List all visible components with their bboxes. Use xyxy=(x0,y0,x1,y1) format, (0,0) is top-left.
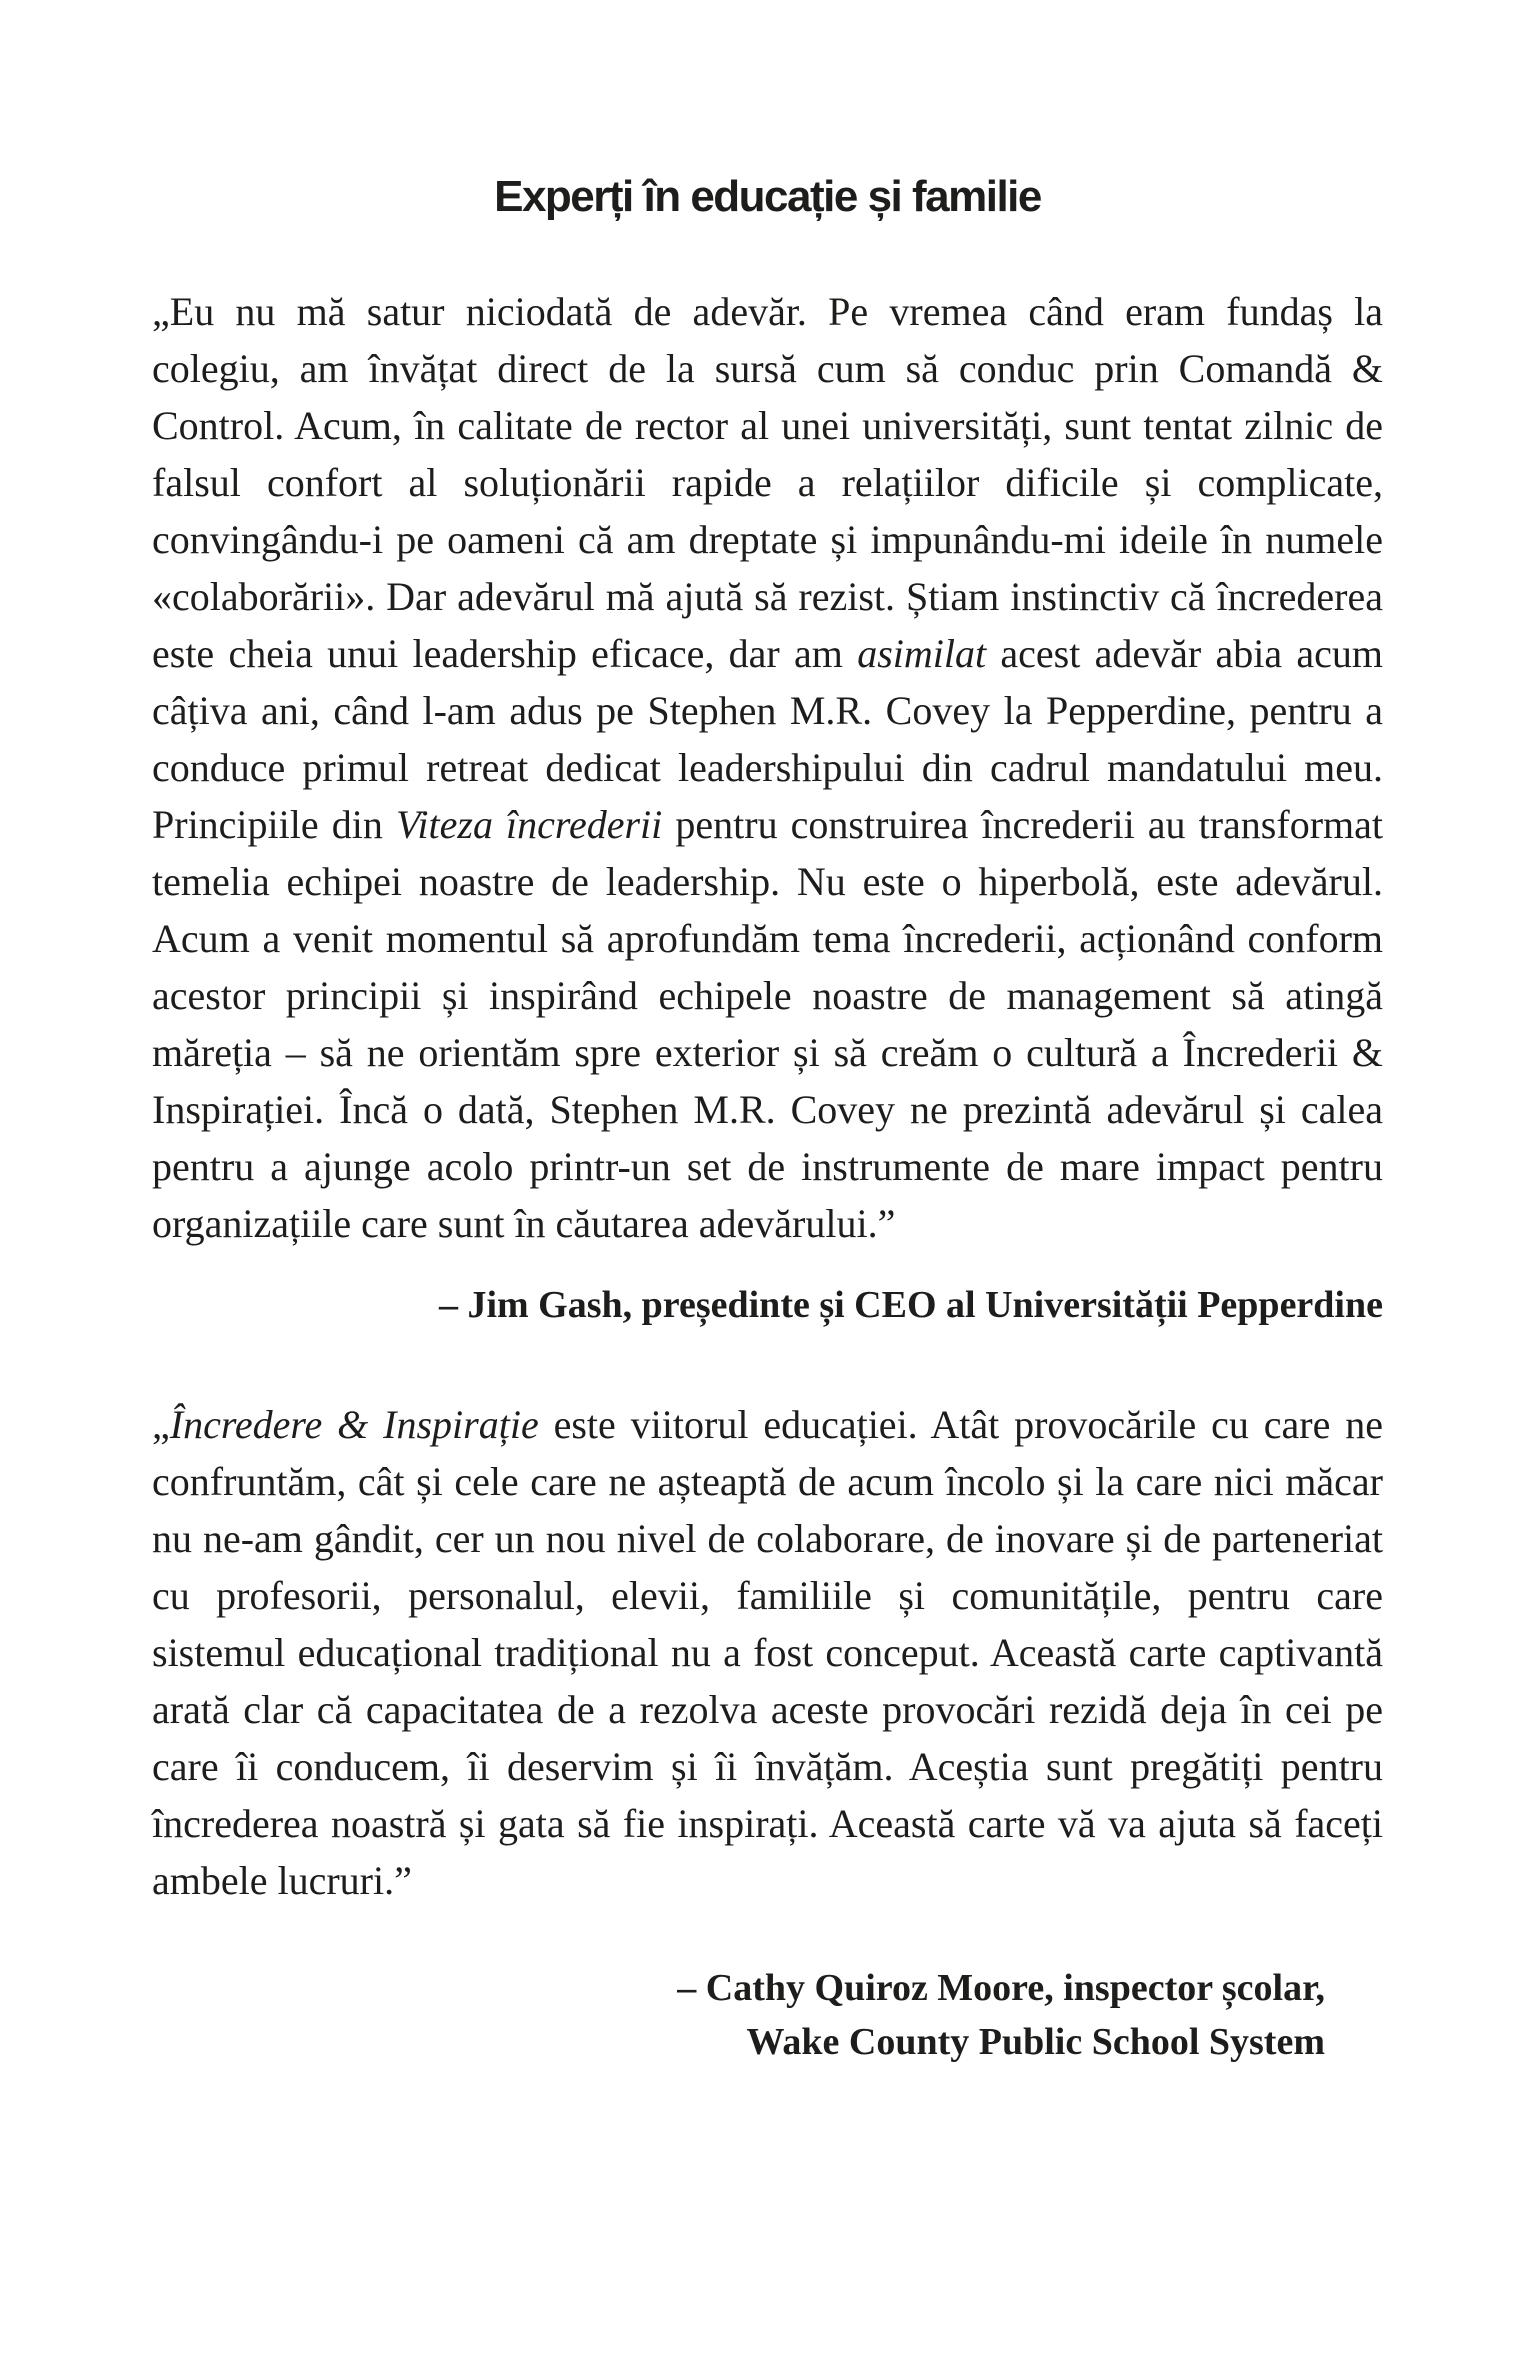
testimonial-1-text xyxy=(152,283,1383,1252)
testimonial-jim-gash xyxy=(152,283,1383,1332)
quote-run: este viitorul educației. Atât provocările cu care ne confruntăm, cât și cele care ne așteaptă de acum încolo și la care nici măcar nu ne-am gândit, cer un nou nivel de colaborare, de inovare și de parteneriat cu profesorii, personalul, elevii, familiile și comunitățile, pentru care sistemul educațional tradițional nu a fost conceput. Această carte captivantă arată clar că capacitatea de a rezolva aceste provocări rezidă deja în cei pe care îi conducem, îi deservim și îi învățăm. Aceștia sunt pregătiți pentru încrederea noastră și gata să fie inspirați. Această carte vă va ajuta să faceți ambele lucruri.” xyxy=(152,1401,1383,1903)
quote-run: „ xyxy=(152,1401,170,1447)
quote-run-italic: asimilat xyxy=(857,630,987,676)
page-title: Experți în educație și familie xyxy=(494,172,1041,221)
quote-run-italic-book-title: Viteza încrederii xyxy=(395,801,663,847)
attribution-org-line: Wake County Public School System xyxy=(746,2020,1325,2063)
quote-run: „Eu nu mă satur niciodată de adevăr. Pe vremea când eram fundaș la colegiu, am învățat direct de la sursă cum să conduc prin Comandă & Control. Acum, în calitate de rector al unei universități, sunt tentat zilnic de falsul confort al soluționării rapide a relațiilor dificile și complicate, convingându-i pe oameni că am dreptate și impunându-mi ideile în numele «colaborării». Dar adevărul mă ajută să rezist. Știam instinctiv că încrederea este cheia unui leadership eficace, dar am xyxy=(152,288,1383,676)
quote-run-italic-book-title: Încredere & Inspirație xyxy=(169,1401,539,1447)
quote-run: pentru construirea încrederii au transformat temelia echipei noastre de leadership. Nu este o hiperbolă, este adevărul. Acum a venit momentul să aprofundăm tema încrederii, acționând conform acestor principii și inspirând echipele noastre de management să atingă măreția – să ne orientăm spre exterior și să creăm o cultură a Încrederii & Inspirației. Încă o dată, Stephen M.R. Covey ne prezintă adevărul și calea pentru a ajunge acolo printr-un set de instrumente de mare impact pentru organizațiile care sunt în căutarea adevărului.” xyxy=(152,801,1383,1246)
testimonial-2-text xyxy=(152,1396,1383,1909)
testimonial-cathy-quiroz-moore xyxy=(152,1396,1383,2069)
attribution-name-line: – Cathy Quiroz Moore, inspector școlar, xyxy=(677,1966,1325,2009)
testimonial-2-attribution xyxy=(152,1961,1383,2069)
quote-run: acest adevăr abia acum câțiva ani, când l-am adus pe Stephen M.R. Covey la Pepperdine, pentru a conduce primul retreat dedicat leadershipului din cadrul mandatului meu. Principiile din xyxy=(152,630,1383,847)
testimonial-1-attribution: – Jim Gash, președinte și CEO al Universității Pepperdine xyxy=(438,1283,1383,1326)
